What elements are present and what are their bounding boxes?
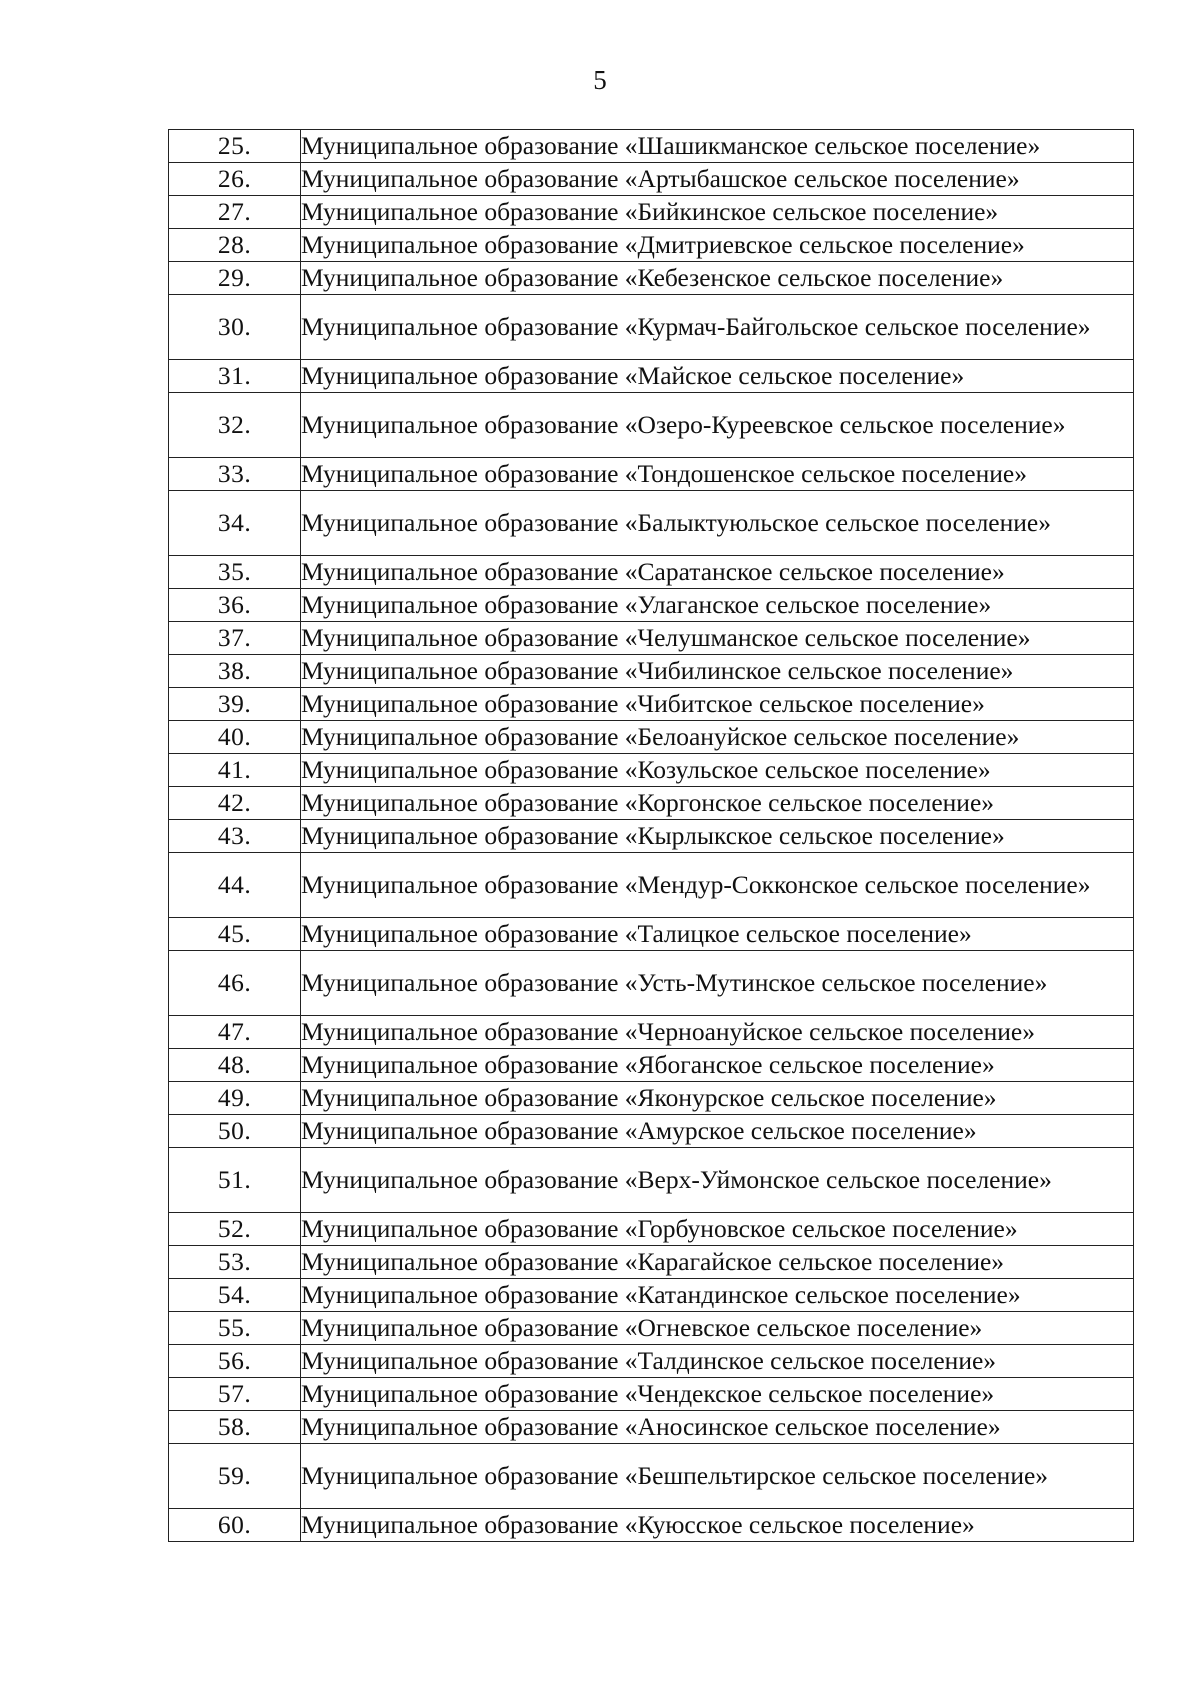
row-number: 37. <box>169 622 301 655</box>
table-row <box>169 1444 1134 1509</box>
municipality-name: Муниципальное образование «Дмитриевское сельское поселение» <box>301 229 1134 262</box>
municipality-name: Муниципальное образование «Бешпельтирское сельское поселение» <box>301 1444 1134 1509</box>
row-number: 46. <box>169 951 301 1016</box>
municipality-name: Муниципальное образование «Горбуновское сельское поселение» <box>301 1213 1134 1246</box>
table-row <box>169 820 1134 853</box>
municipality-name: Муниципальное образование «Коргонское сельское поселение» <box>301 787 1134 820</box>
table-row <box>169 360 1134 393</box>
municipality-name: Муниципальное образование «Катандинское сельское поселение» <box>301 1279 1134 1312</box>
table-row <box>169 1115 1134 1148</box>
table-row <box>169 1082 1134 1115</box>
row-number: 28. <box>169 229 301 262</box>
row-number: 53. <box>169 1246 301 1279</box>
table-row <box>169 589 1134 622</box>
row-number: 39. <box>169 688 301 721</box>
row-number: 45. <box>169 918 301 951</box>
table-row <box>169 1312 1134 1345</box>
municipality-name: Муниципальное образование «Кебезенское сельское поселение» <box>301 262 1134 295</box>
row-number: 30. <box>169 295 301 360</box>
row-number: 54. <box>169 1279 301 1312</box>
table-row <box>169 951 1134 1016</box>
municipality-name: Муниципальное образование «Усть-Мутинское сельское поселение» <box>301 951 1134 1016</box>
table-row <box>169 918 1134 951</box>
row-number: 59. <box>169 1444 301 1509</box>
table-row <box>169 1016 1134 1049</box>
table-row <box>169 622 1134 655</box>
table-row <box>169 491 1134 556</box>
row-number: 34. <box>169 491 301 556</box>
table-row <box>169 1378 1134 1411</box>
table-row <box>169 1411 1134 1444</box>
row-number: 27. <box>169 196 301 229</box>
table-row <box>169 1279 1134 1312</box>
municipality-name: Муниципальное образование «Майское сельское поселение» <box>301 360 1134 393</box>
row-number: 35. <box>169 556 301 589</box>
municipality-name: Муниципальное образование «Курмач-Байгольское сельское поселение» <box>301 295 1134 360</box>
page-number: 5 <box>593 65 607 95</box>
municipality-name: Муниципальное образование «Талицкое сельское поселение» <box>301 918 1134 951</box>
row-number: 42. <box>169 787 301 820</box>
row-number: 43. <box>169 820 301 853</box>
row-number: 32. <box>169 393 301 458</box>
table-row <box>169 754 1134 787</box>
row-number: 55. <box>169 1312 301 1345</box>
table-row <box>169 787 1134 820</box>
row-number: 33. <box>169 458 301 491</box>
row-number: 31. <box>169 360 301 393</box>
table-row <box>169 1246 1134 1279</box>
municipality-name: Муниципальное образование «Балыктуюльское сельское поселение» <box>301 491 1134 556</box>
row-number: 41. <box>169 754 301 787</box>
table-row <box>169 1345 1134 1378</box>
table-row <box>169 229 1134 262</box>
municipality-name: Муниципальное образование «Ябоганское сельское поселение» <box>301 1049 1134 1082</box>
municipality-name: Муниципальное образование «Мендур-Сокконское сельское поселение» <box>301 853 1134 918</box>
municipality-name: Муниципальное образование «Белоануйское сельское поселение» <box>301 721 1134 754</box>
municipality-name: Муниципальное образование «Талдинское сельское поселение» <box>301 1345 1134 1378</box>
municipality-name: Муниципальное образование «Чибитское сельское поселение» <box>301 688 1134 721</box>
row-number: 52. <box>169 1213 301 1246</box>
municipality-name: Муниципальное образование «Улаганское сельское поселение» <box>301 589 1134 622</box>
municipality-name: Муниципальное образование «Тондошенское сельское поселение» <box>301 458 1134 491</box>
table-row <box>169 1148 1134 1213</box>
municipality-name: Муниципальное образование «Артыбашское сельское поселение» <box>301 163 1134 196</box>
row-number: 50. <box>169 1115 301 1148</box>
municipality-name: Муниципальное образование «Челушманское сельское поселение» <box>301 622 1134 655</box>
row-number: 47. <box>169 1016 301 1049</box>
table-row <box>169 1509 1134 1542</box>
table-row <box>169 393 1134 458</box>
municipality-name: Муниципальное образование «Куюсское сельское поселение» <box>301 1509 1134 1542</box>
municipality-name: Муниципальное образование «Озеро-Куреевское сельское поселение» <box>301 393 1134 458</box>
table-row <box>169 262 1134 295</box>
municipality-name: Муниципальное образование «Аносинское сельское поселение» <box>301 1411 1134 1444</box>
municipality-name: Муниципальное образование «Саратанское сельское поселение» <box>301 556 1134 589</box>
row-number: 40. <box>169 721 301 754</box>
table-body <box>169 130 1134 1542</box>
table-row <box>169 196 1134 229</box>
table-row <box>169 556 1134 589</box>
row-number: 56. <box>169 1345 301 1378</box>
municipality-name: Муниципальное образование «Бийкинское сельское поселение» <box>301 196 1134 229</box>
table-row <box>169 853 1134 918</box>
row-number: 29. <box>169 262 301 295</box>
row-number: 48. <box>169 1049 301 1082</box>
municipality-name: Муниципальное образование «Чендекское сельское поселение» <box>301 1378 1134 1411</box>
table-row <box>169 655 1134 688</box>
municipality-name: Муниципальное образование «Козульское сельское поселение» <box>301 754 1134 787</box>
row-number: 25. <box>169 130 301 163</box>
municipality-name: Муниципальное образование «Шашикманское сельское поселение» <box>301 130 1134 163</box>
municipality-name: Муниципальное образование «Амурское сельское поселение» <box>301 1115 1134 1148</box>
row-number: 38. <box>169 655 301 688</box>
table-row <box>169 130 1134 163</box>
municipality-name: Муниципальное образование «Яконурское сельское поселение» <box>301 1082 1134 1115</box>
municipality-name: Муниципальное образование «Огневское сельское поселение» <box>301 1312 1134 1345</box>
municipality-name: Муниципальное образование «Кырлыкское сельское поселение» <box>301 820 1134 853</box>
row-number: 44. <box>169 853 301 918</box>
row-number: 58. <box>169 1411 301 1444</box>
table-row <box>169 688 1134 721</box>
row-number: 49. <box>169 1082 301 1115</box>
municipalities-table <box>168 129 1134 1542</box>
table-row <box>169 721 1134 754</box>
row-number: 36. <box>169 589 301 622</box>
row-number: 51. <box>169 1148 301 1213</box>
table-row <box>169 458 1134 491</box>
row-number: 60. <box>169 1509 301 1542</box>
municipality-name: Муниципальное образование «Чибилинское сельское поселение» <box>301 655 1134 688</box>
municipality-name: Муниципальное образование «Карагайское сельское поселение» <box>301 1246 1134 1279</box>
table-row <box>169 1213 1134 1246</box>
row-number: 57. <box>169 1378 301 1411</box>
table-row <box>169 295 1134 360</box>
table-row <box>169 1049 1134 1082</box>
table-row <box>169 163 1134 196</box>
municipality-name: Муниципальное образование «Черноануйское сельское поселение» <box>301 1016 1134 1049</box>
municipality-name: Муниципальное образование «Верх-Уймонское сельское поселение» <box>301 1148 1134 1213</box>
row-number: 26. <box>169 163 301 196</box>
